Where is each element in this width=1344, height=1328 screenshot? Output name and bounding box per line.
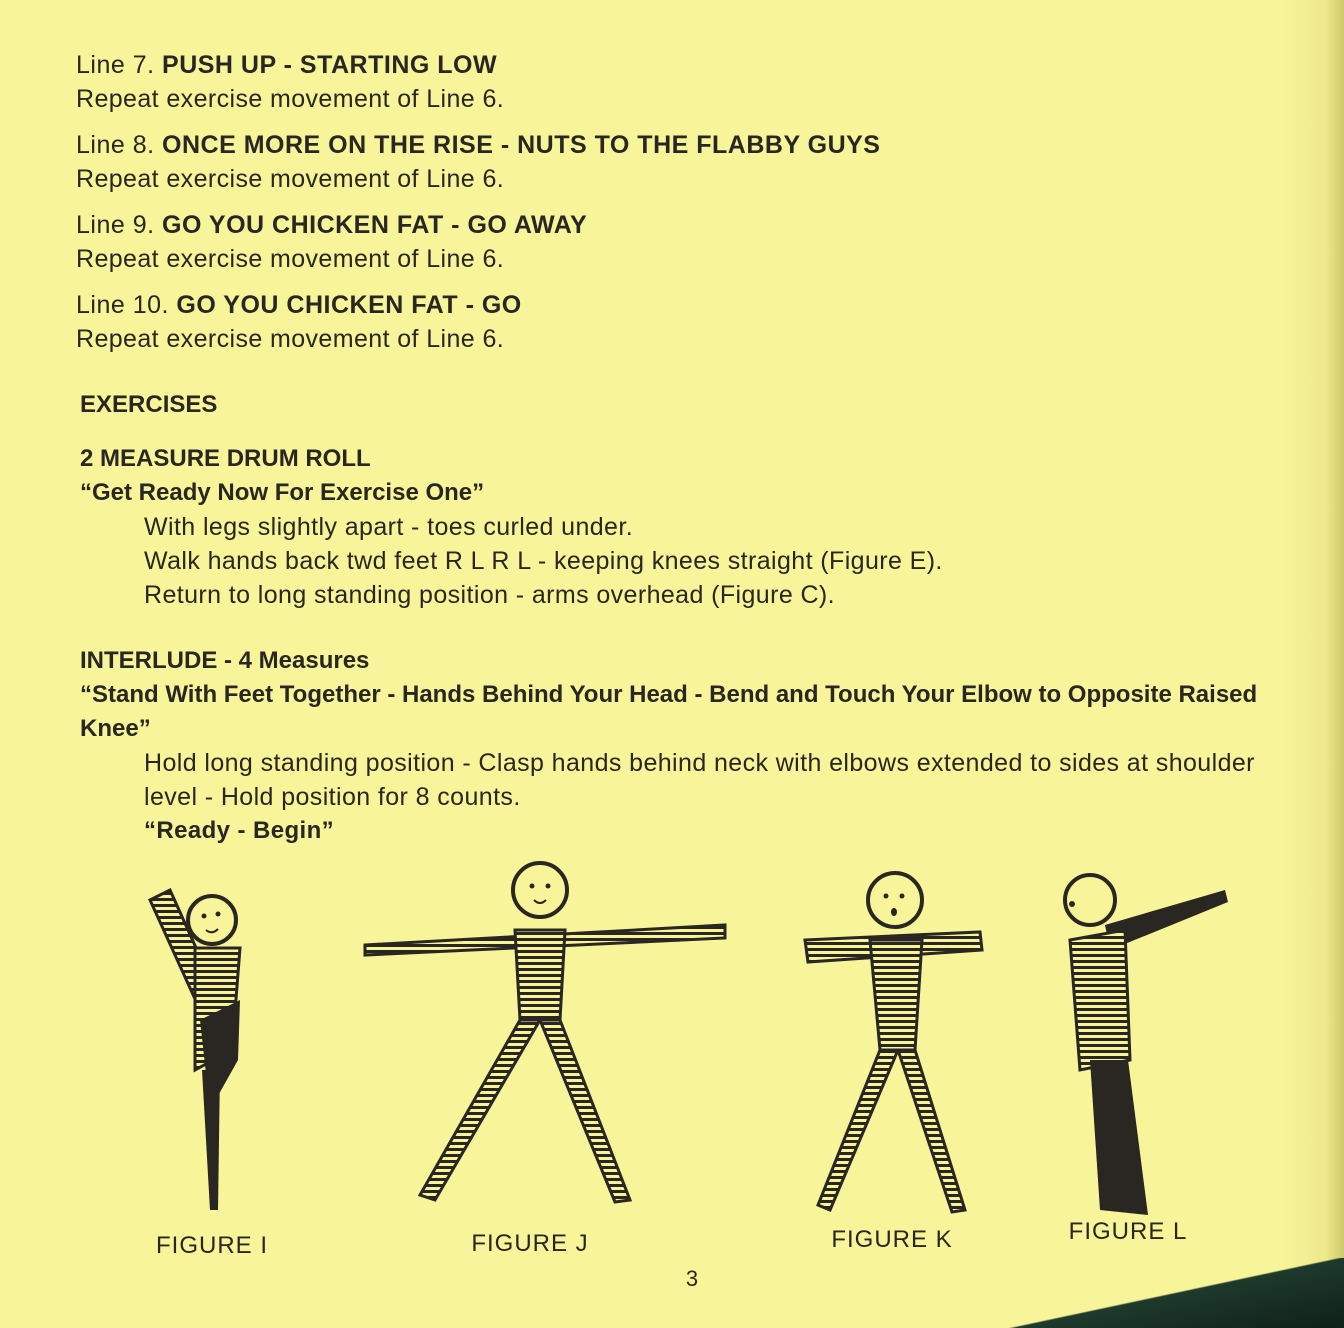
- figure-j-illustration: [360, 860, 730, 1220]
- line-description: Repeat exercise movement of Line 6.: [76, 325, 505, 353]
- line-lyric: ONCE MORE ON THE RISE - NUTS TO THE FLABBY GUYS: [162, 131, 881, 159]
- line-heading: [76, 128, 1296, 162]
- drum-roll-section: [80, 442, 1296, 612]
- line-heading: [76, 208, 1296, 242]
- figure-i-illustration: [140, 880, 270, 1220]
- interlude-quote: “Stand With Feet Together - Hands Behind Your Head - Bend and Touch Your Elbow to Opposite Raised Knee”: [80, 681, 1258, 742]
- line-heading: [76, 48, 1296, 82]
- interlude-heading: INTERLUDE - 4 Measures: [80, 647, 370, 674]
- page-number: 3: [685, 1266, 699, 1291]
- interlude-section: [80, 644, 1296, 848]
- line-description: Repeat exercise movement of Line 6.: [76, 245, 505, 273]
- drum-roll-step: Walk hands back twd feet R L R L - keeping knees straight (Figure E).: [144, 547, 943, 575]
- drum-roll-heading: 2 MEASURE DRUM ROLL: [80, 445, 371, 472]
- line-heading: [76, 288, 1296, 322]
- interlude-cue: “Ready - Begin”: [144, 817, 335, 844]
- figure-j-caption: FIGURE J: [471, 1230, 589, 1257]
- drum-roll-quote: “Get Ready Now For Exercise One”: [80, 479, 485, 506]
- line-number: Line 10.: [76, 291, 169, 319]
- exercises-heading: EXERCISES: [80, 391, 218, 418]
- line-entry-10: [76, 288, 1296, 356]
- line-description: Repeat exercise movement of Line 6.: [76, 85, 505, 113]
- line-number: Line 7.: [76, 51, 155, 79]
- drum-roll-step: With legs slightly apart - toes curled under.: [144, 513, 634, 541]
- figure-i-caption: FIGURE I: [155, 1232, 268, 1259]
- figure-l-illustration: [1050, 870, 1230, 1220]
- figure-k-caption: FIGURE K: [831, 1226, 953, 1253]
- line-entry-7: [76, 48, 1296, 116]
- drum-roll-step: Return to long standing position - arms overhead (Figure C).: [144, 581, 835, 609]
- page-corner-shadow: [924, 1258, 1344, 1328]
- line-lyric: GO YOU CHICKEN FAT - GO: [176, 291, 522, 319]
- line-lyric: GO YOU CHICKEN FAT - GO AWAY: [162, 211, 588, 239]
- line-entry-8: [76, 128, 1296, 196]
- line-number: Line 9.: [76, 211, 155, 239]
- line-entry-9: [76, 208, 1296, 276]
- line-description: Repeat exercise movement of Line 6.: [76, 165, 505, 193]
- line-number: Line 8.: [76, 131, 155, 159]
- interlude-step: Hold long standing position - Clasp hands behind neck with elbows extended to sides at shoulder level - Hold position for 8 counts.: [144, 749, 1255, 811]
- figures-row: [0, 860, 1344, 1260]
- line-lyric: PUSH UP - STARTING LOW: [162, 51, 498, 79]
- text-block: [76, 48, 1296, 848]
- figure-k-illustration: [800, 870, 990, 1230]
- figure-l-caption: FIGURE L: [1068, 1218, 1188, 1245]
